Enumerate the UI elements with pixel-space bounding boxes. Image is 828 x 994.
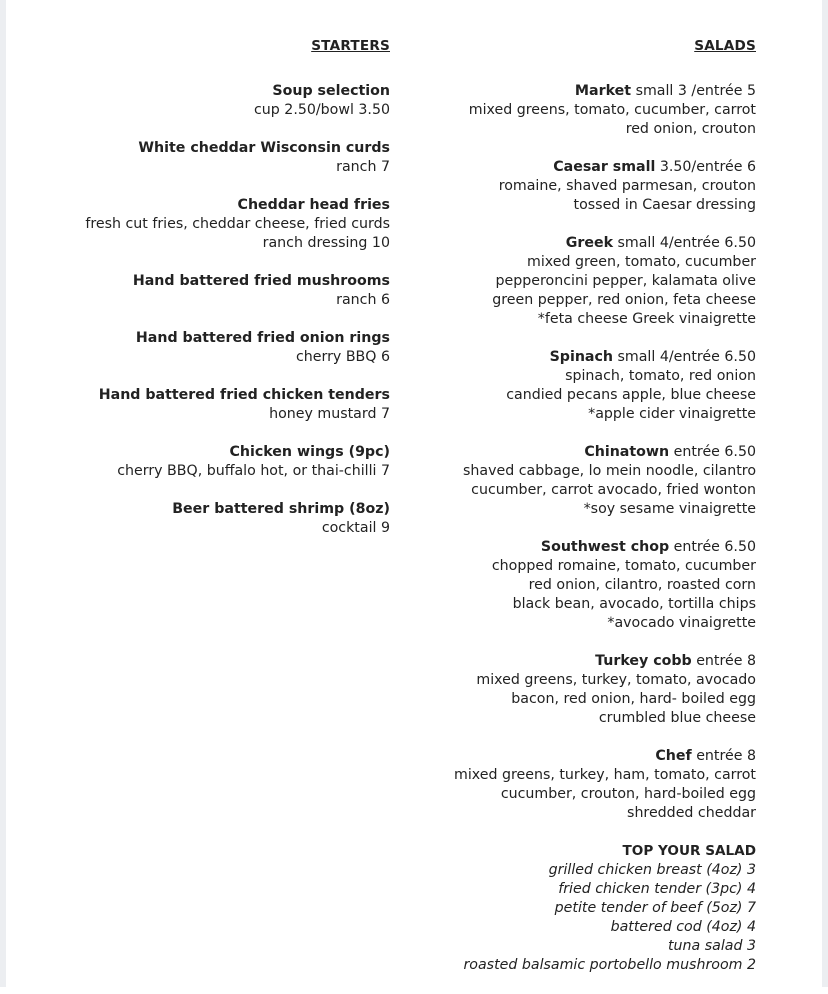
salad-price: small 3 /entrée 5 — [631, 83, 756, 99]
topping-item: grilled chicken breast (4oz) 3 — [548, 862, 756, 878]
starter-desc: honey mustard 7 — [269, 406, 390, 422]
starter-desc: cherry BBQ 6 — [295, 349, 390, 365]
salad-item — [376, 82, 756, 139]
starter-desc: cup 2.50/bowl 3.50 — [253, 102, 390, 118]
salad-desc: bacon, red onion, hard- boiled egg — [511, 691, 756, 707]
salad-desc: red onion, crouton — [625, 121, 756, 137]
salad-desc: mixed greens, turkey, tomato, avocado — [476, 672, 756, 688]
salad-desc: candied pecans apple, blue cheese — [506, 387, 756, 403]
salad-desc: mixed greens, tomato, cucumber, carrot — [468, 102, 756, 118]
salad-desc: cucumber, crouton, hard-boiled egg — [500, 786, 756, 802]
salad-title-line — [376, 348, 756, 367]
salad-desc: pepperoncini pepper, kalamata olive — [495, 273, 756, 289]
starter-desc: ranch 6 — [336, 292, 390, 308]
topping-item: roasted balsamic portobello mushroom 2 — [463, 957, 756, 973]
salads-heading: SALADS — [694, 38, 756, 54]
salad-desc: black bean, avocado, tortilla chips — [512, 596, 756, 612]
salad-price: entrée 8 — [691, 653, 756, 669]
salad-name: Greek — [565, 235, 614, 251]
starter-desc: cocktail 9 — [321, 520, 390, 536]
page-edge-right — [822, 0, 828, 987]
salad-title-line — [376, 747, 756, 766]
starter-name: Hand battered fried chicken tenders — [98, 387, 390, 403]
topping-item: petite tender of beef (5oz) 7 — [554, 900, 756, 916]
starter-name: Hand battered fried onion rings — [135, 330, 390, 346]
salad-desc: chopped romaine, tomato, cucumber — [491, 558, 756, 574]
salad-name: Turkey cobb — [595, 653, 692, 669]
salad-desc: red onion, cilantro, roasted corn — [528, 577, 756, 593]
salad-title-line — [376, 538, 756, 557]
salad-item — [376, 652, 756, 728]
salad-title-line — [376, 443, 756, 462]
starter-item — [10, 386, 390, 424]
starter-item — [10, 443, 390, 481]
salad-price: 3.50/entrée 6 — [655, 159, 756, 175]
salad-name: Chinatown — [584, 444, 670, 460]
salad-price: small 4/entrée 6.50 — [613, 349, 756, 365]
starter-item — [10, 272, 390, 310]
salad-price: entrée 8 — [691, 748, 756, 764]
salad-desc: mixed green, tomato, cucumber — [527, 254, 756, 270]
starters-heading: STARTERS — [311, 38, 390, 54]
salad-desc: spinach, tomato, red onion — [565, 368, 756, 384]
salad-desc: mixed greens, turkey, ham, tomato, carrot — [454, 767, 756, 783]
salad-title-line — [376, 82, 756, 101]
starter-desc: fresh cut fries, cheddar cheese, fried curds — [85, 216, 390, 232]
topping-item: tuna salad 3 — [667, 938, 756, 954]
starter-name: White cheddar Wisconsin curds — [138, 140, 390, 156]
starters-column — [10, 37, 390, 557]
salad-desc: shaved cabbage, lo mein noodle, cilantro — [463, 463, 756, 479]
salad-desc: *avocado vinaigrette — [607, 615, 756, 631]
salad-name: Chef — [655, 748, 692, 764]
salad-name: Spinach — [549, 349, 614, 365]
salad-desc: tossed in Caesar dressing — [573, 197, 756, 213]
salad-desc: romaine, shaved parmesan, crouton — [498, 178, 756, 194]
salad-title-line — [376, 158, 756, 177]
salad-desc: *apple cider vinaigrette — [588, 406, 756, 422]
salad-item — [376, 443, 756, 519]
starter-item — [10, 82, 390, 120]
salad-name: Southwest chop — [540, 539, 670, 555]
salad-desc: crumbled blue cheese — [598, 710, 756, 726]
starter-name: Soup selection — [272, 83, 390, 99]
starter-name: Cheddar head fries — [237, 197, 390, 213]
salad-item — [376, 538, 756, 633]
salad-price: entrée 6.50 — [669, 444, 756, 460]
starter-item — [10, 500, 390, 538]
starter-desc: ranch 7 — [336, 159, 390, 175]
salad-title-line — [376, 234, 756, 253]
topping-item: fried chicken tender (3pc) 4 — [558, 881, 756, 897]
starter-item — [10, 329, 390, 367]
salads-column — [376, 37, 756, 994]
starter-item — [10, 139, 390, 177]
salad-title-line — [376, 652, 756, 671]
page-edge-left — [0, 0, 6, 987]
toppings-heading: TOP YOUR SALAD — [622, 843, 756, 859]
salad-desc: shredded cheddar — [627, 805, 756, 821]
salad-price: small 4/entrée 6.50 — [613, 235, 756, 251]
salad-name: Caesar small — [553, 159, 656, 175]
salad-desc: cucumber, carrot avocado, fried wonton — [471, 482, 756, 498]
salad-item — [376, 158, 756, 215]
salad-desc: green pepper, red onion, feta cheese — [492, 292, 756, 308]
salad-item — [376, 348, 756, 424]
starter-item — [10, 196, 390, 253]
salad-name: Market — [574, 83, 632, 99]
starter-desc: ranch dressing 10 — [262, 235, 390, 251]
starter-name: Hand battered fried mushrooms — [132, 273, 390, 289]
starter-name: Chicken wings (9pc) — [229, 444, 390, 460]
starter-name: Beer battered shrimp (8oz) — [172, 501, 390, 517]
topping-item: battered cod (4oz) 4 — [610, 919, 756, 935]
starter-desc: cherry BBQ, buffalo hot, or thai-chilli 7 — [117, 463, 390, 479]
salad-desc: *feta cheese Greek vinaigrette — [537, 311, 756, 327]
salad-item — [376, 747, 756, 823]
salad-item — [376, 234, 756, 329]
toppings-section — [376, 842, 756, 975]
salad-desc: *soy sesame vinaigrette — [583, 501, 756, 517]
salad-price: entrée 6.50 — [669, 539, 756, 555]
